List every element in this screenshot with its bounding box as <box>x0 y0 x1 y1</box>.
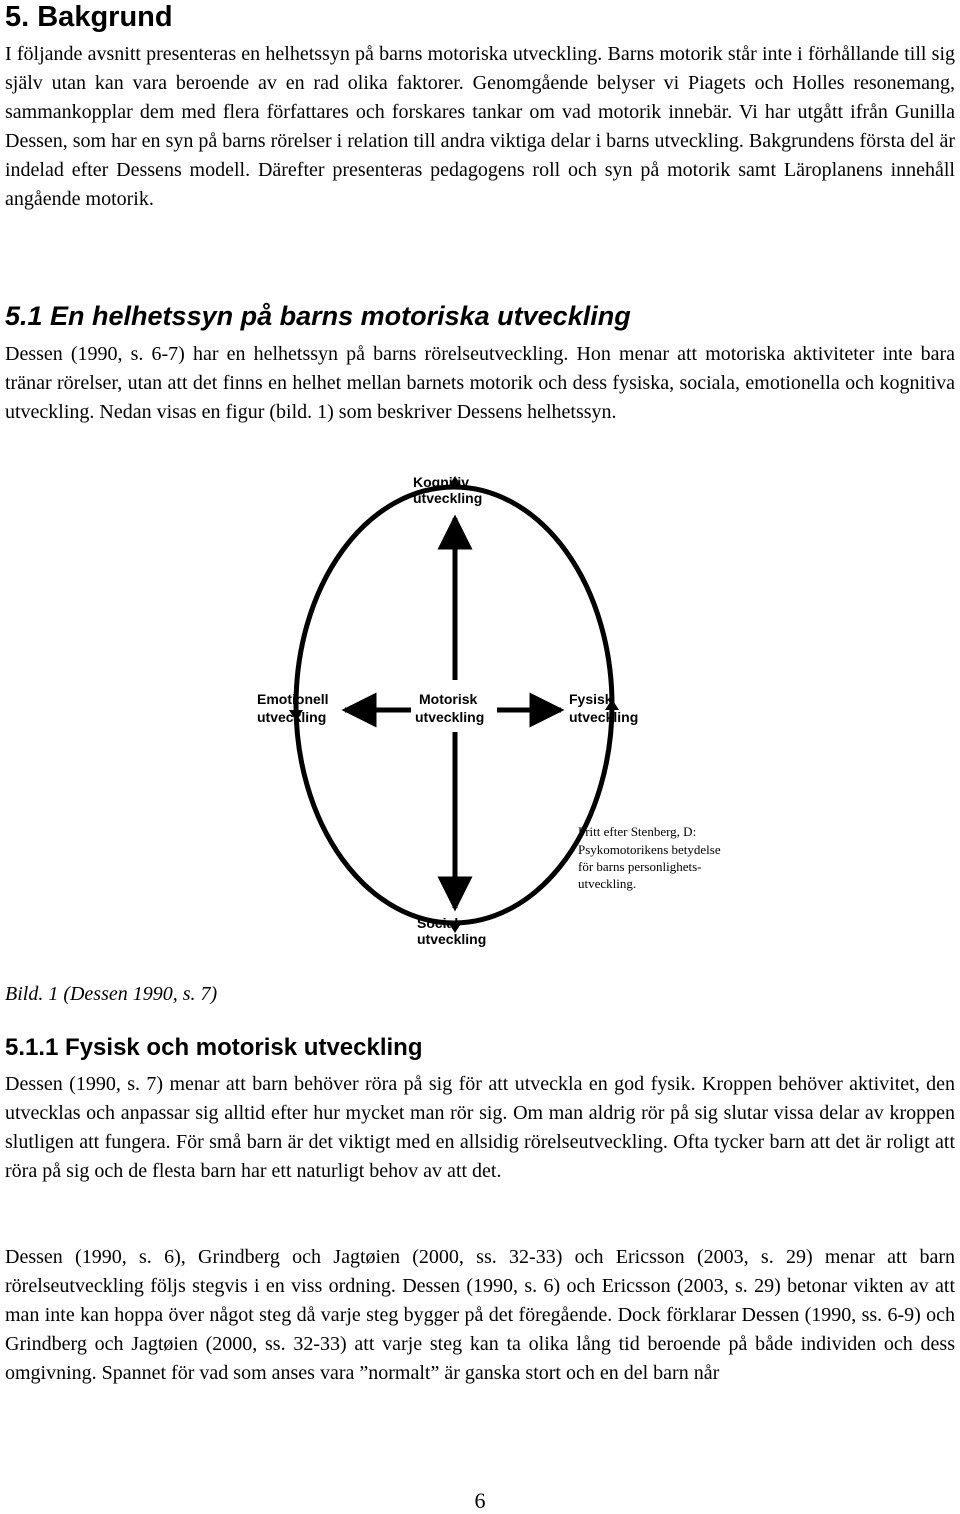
label-emotional-2: utveckling <box>257 709 327 725</box>
label-motor-2: utveckling <box>415 709 485 725</box>
figure-caption: Bild. 1 (Dessen 1990, s. 7) <box>5 983 218 1005</box>
label-motor-1: Motorisk <box>419 691 478 707</box>
label-emotional-1: Emotionell <box>257 691 329 707</box>
subsubsection-heading: 5.1.1 Fysisk och motorisk utveckling <box>5 1034 423 1061</box>
figure-diagram <box>251 470 771 965</box>
figure-source-3: för barns personlighets- <box>578 859 702 874</box>
subsection-heading: 5.1 En helhetssyn på barns motoriska utveckling <box>5 301 631 331</box>
section-heading: 5. Bakgrund <box>5 1 173 33</box>
figure-source-4: utveckling. <box>578 876 637 891</box>
holistic-development-figure <box>251 470 771 965</box>
label-physical-2: utveckling <box>569 709 639 725</box>
figure-source-1: Fritt efter Stenberg, D: <box>578 824 697 839</box>
label-physical-1: Fysisk <box>569 691 613 707</box>
subsubsection-paragraph-1: Dessen (1990, s. 7) menar att barn behöver röra på sig för att utveckla en god fysik. Kroppen behöver aktivitet, den utvecklas och anpassar sig alltid efter hur mycket man rör sig. Om man aldrig rör på sig slutar vissa delar av kroppen slutligen att fungera. För små barn är det viktigt med en allsidig rörelseutveckling. Ofta tycker barn att det är roligt att röra på sig och de flesta barn har ett naturligt behov av att det. <box>5 1073 955 1182</box>
subsection-paragraph: Dessen (1990, s. 6-7) har en helhetssyn på barns rörelseutveckling. Hon menar att motoriska aktiviteter inte bara tränar rörelser, utan att det finns en helhet mellan barnets motorik och dess fysiska, sociala, emotionella och kognitiva utveckling. Nedan visas en figur (bild. 1) som beskriver Dessens helhetssyn. <box>5 343 955 423</box>
intro-paragraph: I följande avsnitt presenteras en helhetssyn på barns motoriska utveckling. Barns motorik står inte i förhållande till sig själv utan kan vara beroende av en rad olika faktorer. Genomgående belyser vi Piagets och Holles resonemang, sammankopplar dem med flera författares och forskares tankar om vad motorik innebär. Vi har utgått ifrån Gunilla Dessen, som har en syn på barns rörelser i relation till andra viktiga delar i barns utveckling. Bakgrundens första del är indelad efter Dessens modell. Därefter presenteras pedagogens roll och syn på motorik samt Läroplanens innehåll angående motorik. <box>5 43 955 210</box>
subsubsection-paragraph-2: Dessen (1990, s. 6), Grindberg och Jagtøien (2000, ss. 32-33) och Ericsson (2003, s. 29) menar att barn rörelseutveckling följs stegvis i en viss ordning. Dessen (1990, s. 6) och Ericsson (2003, s. 29) betonar vikten av att man inte kan hoppa över något steg då varje steg bygger på det föregående. Dock förklarar Dessen (1990, ss. 6-9) och Grindberg och Jagtøien (2000, ss. 32-33) att varje steg kan ta olika lång tid beroende på både individen och dess omgivning. Spannet för vad som anses vara ”normalt” är ganska stort och en del barn når <box>5 1246 955 1384</box>
label-cognitive-2: utveckling <box>413 490 483 506</box>
page-number: 6 <box>474 1488 486 1513</box>
label-social-2: utveckling <box>417 931 487 947</box>
label-cognitive-1: Kognitiv <box>413 474 469 490</box>
label-social-1: Social <box>417 915 459 931</box>
figure-source-2: Psykomotorikens betydelse <box>578 842 721 857</box>
